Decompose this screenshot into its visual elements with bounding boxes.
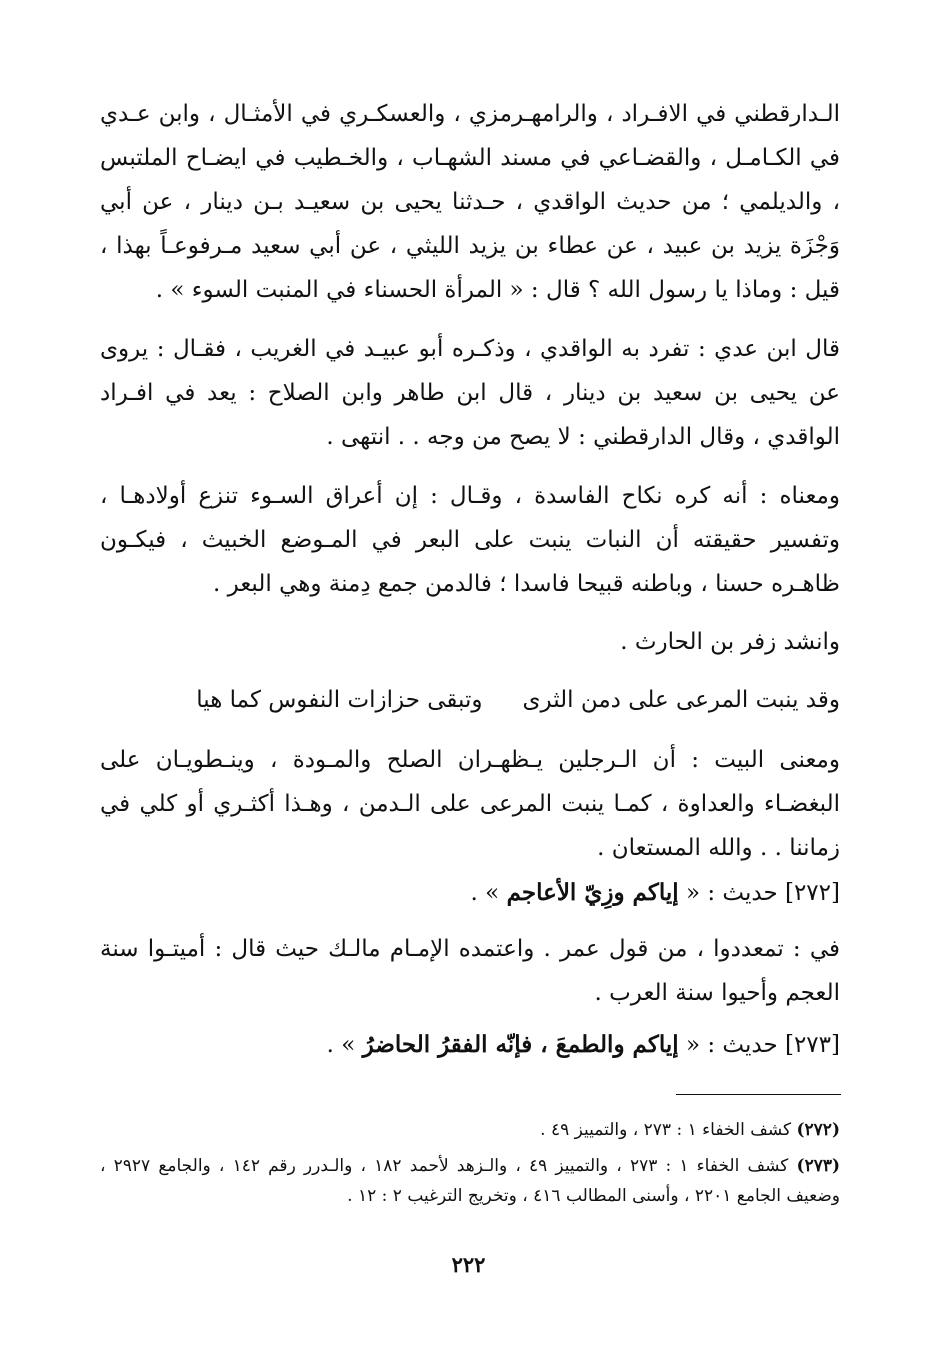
hadith-272-text: إياكم وزِيّ الأعاجم: [506, 879, 679, 906]
body-paragraph-4: وانشد زفر بن الحارث .: [620, 629, 840, 655]
body-paragraph-5: ومعنى البيت : أن الـرجلين يـظهـران الصلح والمـودة ، وينـطويـان على البغضـاء والعداوة ، كمـا ينبت المرعى على الـدمن ، وهـذا أكثـري أو كلي في زماننا . . والله المستعان .: [100, 747, 840, 861]
hadith-273-text: إياكم والطمعَ ، فإنّه الفقرُ الحاضرُ: [362, 1031, 679, 1058]
footnote-272: [100, 1115, 840, 1145]
page-number: ٢٢٢: [451, 1252, 486, 1277]
footnote-272-number: (٢٧٢): [796, 1120, 840, 1140]
hadith-273-suffix: » .: [326, 1032, 356, 1058]
verse-first-hemistich: وقد ينبت المرعى على دمن الثرى: [522, 687, 840, 713]
footnote-272-text: كشف الخفاء ١ : ٢٧٣ ، والتمييز ٤٩ .: [540, 1120, 792, 1140]
poetry-verse: [100, 678, 840, 722]
verse-second-hemistich: وتبقى حزازات النفوس كما هيا: [196, 687, 483, 713]
hadith-heading-272: [100, 871, 840, 915]
footnote-273: [100, 1151, 840, 1211]
body-paragraph-1: الـدارقطني في الافـراد ، والرامهـرمزي ، والعسكـري في الأمثـال ، وابن عـدي في الكـامـل ، والقضـاعي في مسند الشهـاب ، والخـطيب في ايضـاح الملتبس ، والديلمي ؛ من حديث الواقدي ، حـدثنا يحيى بن سعيـد بـن دينار ، عن أبي وَجْزَة يزيد بن عبيد ، عن عطاء بن يزيد الليثي ، عن أبي سعيد مـرفوعـاً بهذا ، قيل : وماذا يا رسول الله ؟ قال : « المرأة الحسناء في المنبت السوء » .: [100, 101, 840, 303]
footnotes: [100, 1115, 840, 1217]
hadith-273-prefix: [٢٧٣] حديث : «: [685, 1032, 840, 1058]
footnote-273-text: كشف الخفاء ١ : ٢٧٣ ، والتمييز ٤٩ ، والـزهد لأحمد ١٨٢ ، والـدرر رقم ١٤٢ ، والجامع ٢٩٢٧ ، وضعيف الجامع ٢٢٠١ ، وأسنى المطالب ٤١٦ ، وتخريج الترغيب ٢ : ١٢ .: [100, 1156, 840, 1206]
body-paragraph-3: ومعناه : أنه كره نكاح الفاسدة ، وقـال : إن أعراق السـوء تنزع أولادهـا ، وتفسير حقيقته أن النبات ينبت على البعر في المـوضع الخبيث ، فيكـون ظاهـره حسنا ، وباطنه قبيحا فاسدا ؛ فالدمن جمع دِمنة وهي البعر .: [100, 483, 840, 597]
footnote-divider: [676, 1094, 841, 1095]
hadith-272-suffix: » .: [470, 880, 500, 906]
hadith-heading-273: [100, 1023, 840, 1067]
footnote-273-number: (٢٧٣): [796, 1156, 841, 1176]
body-paragraph-6: في : تمعددوا ، من قول عمر . واعتمده الإمـام مالـك حيث قال : أميتـوا سنة العجم وأحيوا سنة العرب .: [100, 936, 840, 1006]
body-paragraph-2: قال ابن عدي : تفرد به الواقدي ، وذكـره أبو عبيـد في الغريب ، فقـال : يروى عن يحيى بن سعيد بن دينار ، قال ابن طاهر وابن الصلاح : يعد في افـراد الواقدي ، وقال الدارقطني : لا يصح من وجه . . انتهى .: [100, 336, 840, 450]
hadith-272-prefix: [٢٧٢] حديث : «: [685, 880, 840, 906]
